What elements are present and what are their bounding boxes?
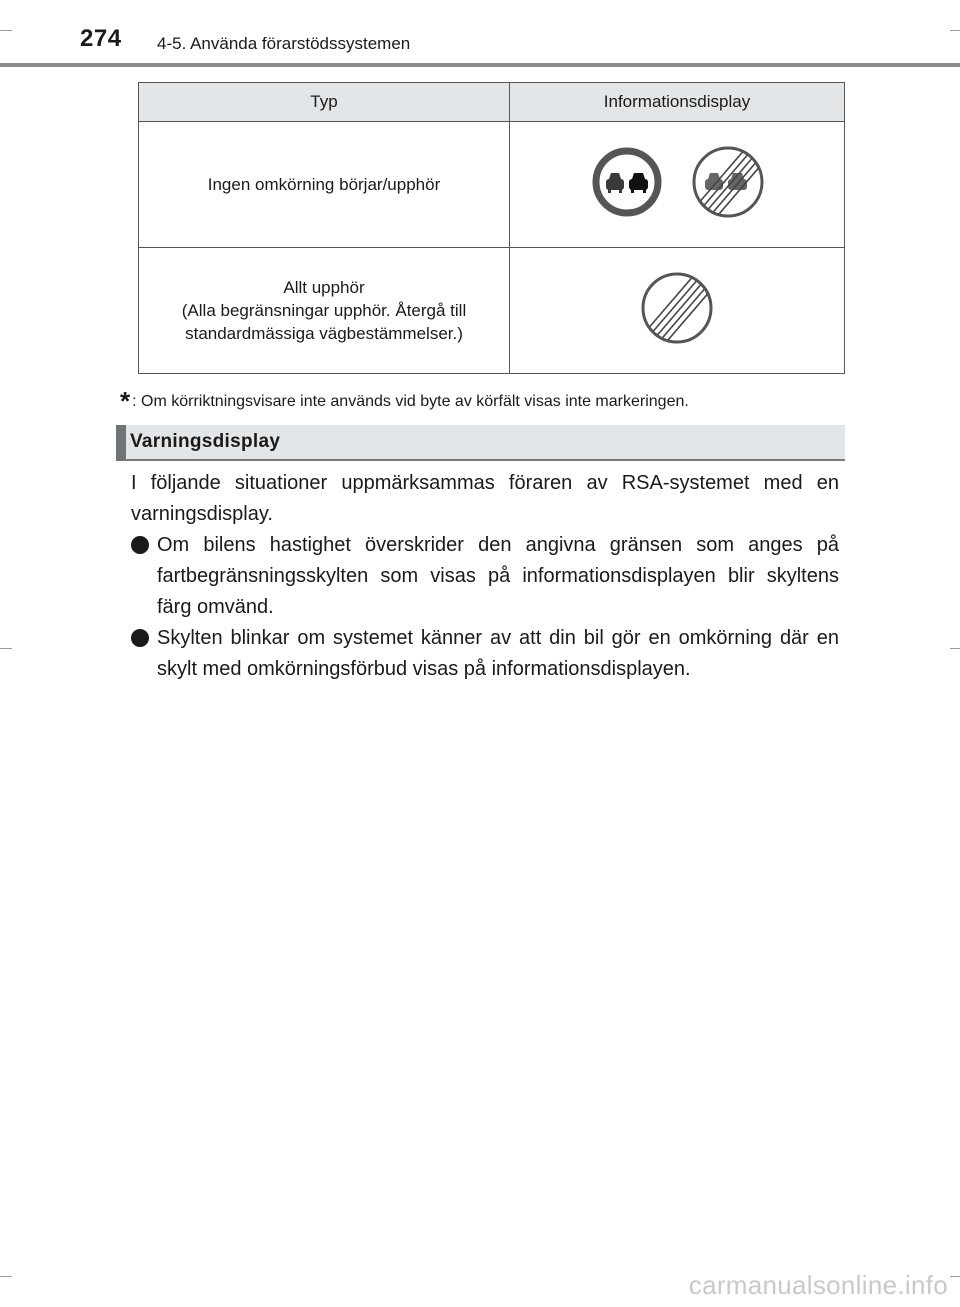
- type-text: Ingen omkörning börjar/upphör: [207, 175, 441, 194]
- end-of-all-restrictions-sign-icon: [637, 268, 717, 348]
- section-heading: [116, 425, 845, 461]
- list-item: [131, 530, 839, 623]
- crop-mark: [0, 648, 12, 649]
- crop-mark: [0, 1276, 12, 1277]
- table-row: [139, 248, 845, 374]
- list-item-text: Skylten blinkar om systemet känner av att din bil gör en omkörning där en skylt med omkörningsförbud visas på informationsdisplayen.: [157, 627, 839, 680]
- header-divider: [0, 63, 960, 67]
- bullet-icon: [131, 536, 149, 554]
- bullet-icon: [131, 629, 149, 647]
- intro-paragraph: I följande situationer uppmärksammas föraren av RSA-systemet med en varningsdisplay.: [131, 472, 839, 525]
- type-text-line: standardmässiga vägbestämmelser.): [185, 324, 463, 343]
- display-cell: [510, 122, 845, 248]
- heading-accent-bar: [116, 425, 126, 461]
- type-cell: [139, 122, 510, 248]
- crop-mark: [950, 1276, 960, 1277]
- crop-mark: [950, 648, 960, 649]
- table-row: [139, 122, 845, 248]
- type-text-line: Allt upphör: [283, 278, 365, 297]
- end-of-no-overtaking-sign-icon: [694, 148, 762, 221]
- sign-table: [138, 82, 845, 374]
- crop-mark: [0, 30, 12, 31]
- list-item: [131, 623, 839, 685]
- footnote: [120, 382, 860, 416]
- page-number: 274: [80, 25, 122, 52]
- watermark: carmanualsonline.info: [688, 1270, 948, 1300]
- type-cell: [139, 248, 510, 374]
- type-text-line: (Alla begränsningar upphör. Återgå till: [181, 301, 467, 320]
- no-overtaking-sign-icon: [596, 151, 658, 213]
- section-heading-text: Varningsdisplay: [130, 431, 281, 452]
- display-cell: [510, 248, 845, 374]
- table-header-row: [139, 83, 845, 122]
- column-header-type: Typ: [139, 83, 510, 122]
- list-item-text: Om bilens hastighet överskrider den angivna gränsen som anges på fartbegränsningsskylten som visas på informationsdisplayen blir skyltens färg omvänd.: [157, 534, 839, 618]
- column-header-display: Informationsdisplay: [510, 83, 845, 122]
- footnote-marker: *: [120, 386, 131, 416]
- overtaking-signs: [582, 143, 772, 221]
- section-title: 4-5. Använda förarstödssystemen: [157, 34, 411, 53]
- footnote-text: : Om körriktningsvisare inte används vid byte av körfält visas inte markeringen.: [132, 393, 689, 410]
- crop-mark: [950, 30, 960, 31]
